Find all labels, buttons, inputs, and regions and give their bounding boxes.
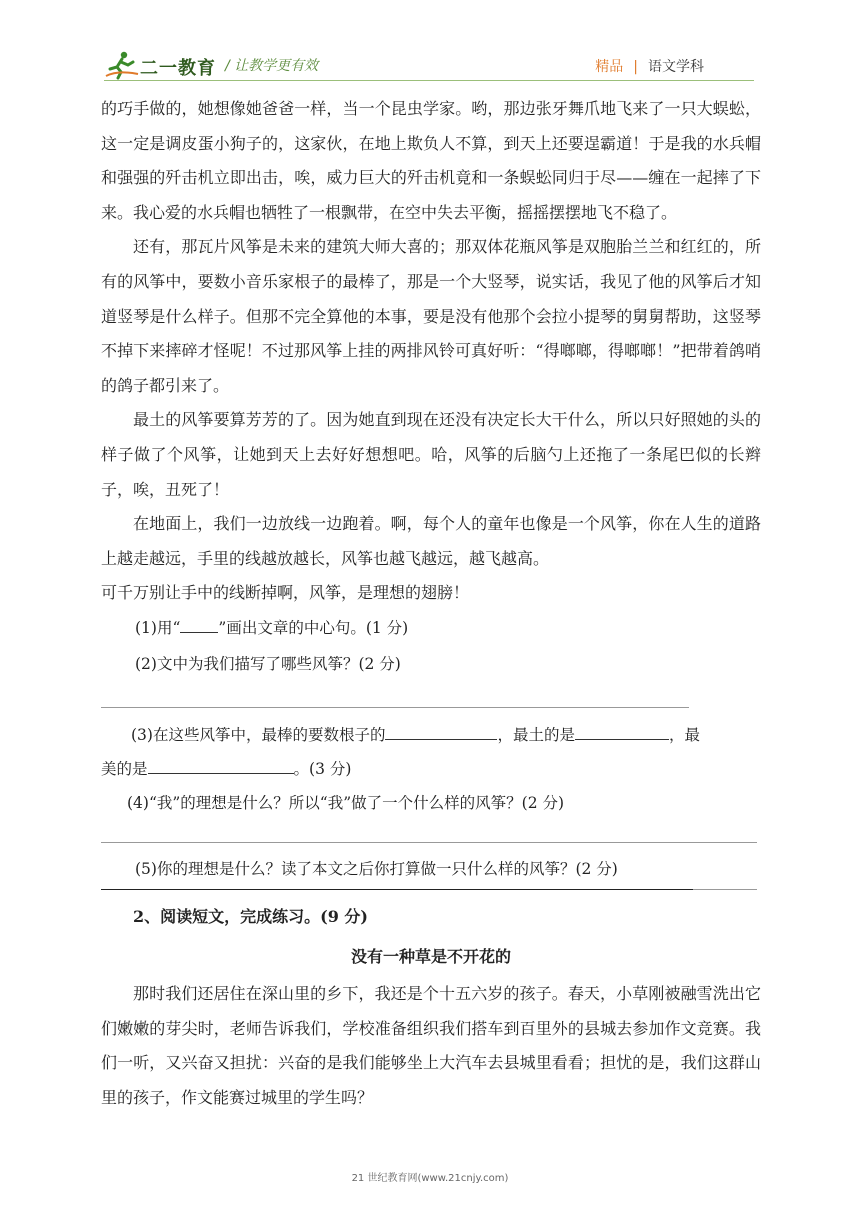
document-body [101, 92, 761, 1115]
page-header [0, 0, 860, 86]
question-4: (4)“我”的理想是什么？所以“我”做了一个什么样的风筝？(2 分) [127, 793, 565, 812]
question-3-line-2 [101, 752, 761, 786]
question-3-text-a: (3)在这些风筝中，最棒的要数根子的 [131, 725, 386, 744]
passage2-paragraph-1: 那时我们还居住在深山里的乡下，我还是个十五六岁的孩子。春天，小草刚被融雪洗出它们嫩嫩的芽尖时，老师告诉我们，学校准备组织我们搭车到百里外的县城去参加作文竞赛。我们一听，又兴奋又担扰：兴奋的是我们能够坐上大汽车去县城里看看；担忧的是，我们这群山里的孩子，作文能赛过城里的学生吗？ [101, 983, 761, 1107]
question-3-blank-plainest[interactable] [575, 721, 669, 740]
subject-tag: 语文学科 [648, 59, 704, 75]
passage1-paragraph-5: 可千万别让手中的线断掉啊，风筝，是理想的翅膀！ [101, 583, 470, 603]
question-1-text-a: (1)用“ [135, 618, 181, 637]
passage1-paragraph-1: 的巧手做的，她想像她爸爸一样，当一个昆虫学家。哟，那边张牙舞爪地飞来了一只大蜈蚣，这一定是调皮蛋小狗子的，这家伙，在地上欺负人不算，到天上还要逞霸道！于是我的水兵帽和强强的歼击机立即出击，唉，威力巨大的歼击机竟和一条蜈蚣同归于尽——缠在一起摔了下来。我心爱的水兵帽也牺牲了一根飘带，在空中失去平衡，摇摇摆摆地飞不稳了。 [101, 99, 761, 222]
site-logo [104, 50, 222, 80]
question-3-text-b: ，最土的是 [497, 725, 575, 744]
header-tags [595, 56, 704, 76]
passage1-paragraph-2: 还有，那瓦片风筝是未来的建筑大师大喜的；那双体花瓶风筝是双胞胎兰兰和红红的，所有的风筝中，要数小音乐家根子的最棒了，那是一个大竖琴，说实话，我见了他的风筝后才知道竖琴是什么样子。但那不完全算他的本事，要是没有他那个会拉小提琴的舅舅帮助，这竖琴不掉下来摔碎才怪呢！不过那风筝上挂的两排风铃可真好听：“得啷啷，得啷啷！”把带着鸽哨的鸽子都引来了。 [101, 237, 761, 395]
question-3-line-1 [101, 718, 761, 752]
runner-logo-icon [104, 50, 140, 80]
page-footer: 21 世纪教育网(www.21cnjy.com) [351, 1173, 509, 1184]
header-slogan: / 让教学更有效 [225, 58, 319, 74]
question-3-text-c: ，最 [668, 725, 700, 744]
section-2-heading: 2、阅读短文，完成练习。(9 分) [133, 906, 368, 926]
question-1-blank[interactable] [180, 614, 218, 633]
header-separator: | [633, 59, 638, 75]
passage1-paragraph-4: 在地面上，我们一边放线一边跑着。啊，每个人的童年也像是一个风筝，你在人生的道路上越走越远，手里的线越放越长，风筝也越飞越远，越飞越高。 [101, 514, 761, 568]
question-3-text-d: 美的是 [101, 759, 148, 778]
passage1-paragraph-3: 最土的风筝要算芳芳的了。因为她直到现在还没有决定长大干什么，所以只好照她的头的样子做了个风筝，让她到天上去好好想想吧。哈，风筝的后脑勺上还拖了一条尾巴似的长辫子，唉，丑死了！ [101, 410, 761, 499]
quality-tag: 精品 [595, 59, 624, 75]
question-5: (5)你的理想是什么？读了本文之后你打算做一只什么样的风筝？(2 分) [135, 859, 618, 878]
question-2: (2)文中为我们描写了哪些风筝？(2 分) [135, 654, 401, 673]
question-1 [101, 611, 761, 645]
logo-text: 二一教育 [140, 58, 216, 79]
question-3-blank-prettiest[interactable] [148, 755, 294, 774]
question-5-answer-line[interactable] [101, 889, 757, 891]
question-3-blank-best[interactable] [385, 721, 497, 740]
question-3-text-e: 。(3 分) [293, 759, 352, 778]
question-1-text-b: ”画出文章的中心句。(1 分) [218, 618, 409, 637]
passage2-title: 没有一种草是不开花的 [350, 946, 511, 966]
header-divider [104, 80, 754, 81]
